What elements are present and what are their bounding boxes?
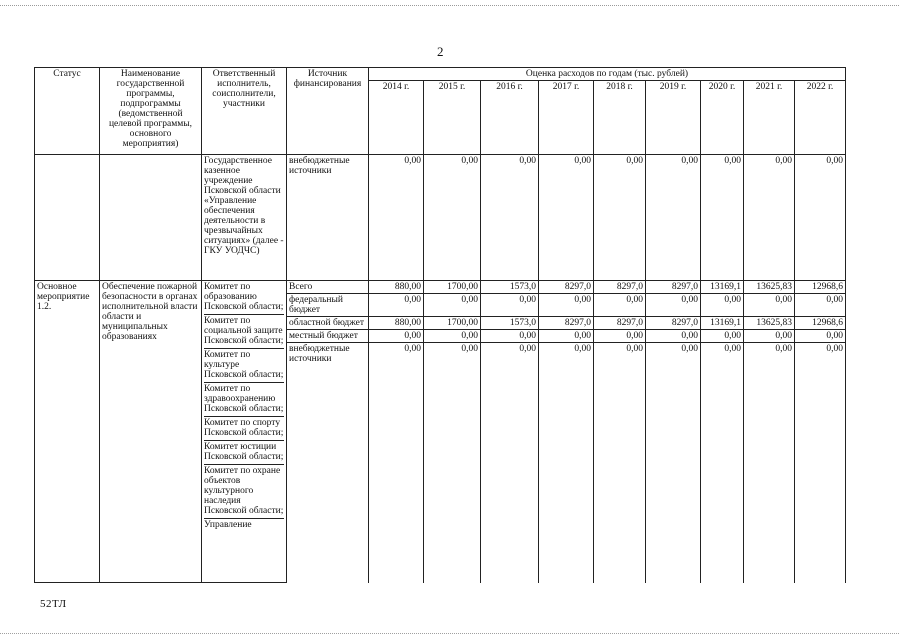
value-cell: 0,00 bbox=[369, 330, 424, 343]
executor-item: Комитет по социальной защите Псковской области; bbox=[204, 315, 284, 349]
executor-item: Комитет по здравоохранению Псковской области; bbox=[204, 383, 284, 417]
value-cell: 8297,0 bbox=[539, 281, 594, 294]
value-cell: 12968,6 bbox=[795, 317, 846, 330]
value-cell: 0,00 bbox=[424, 155, 481, 281]
header-year: 2019 г. bbox=[646, 81, 701, 155]
value-cell: 0,00 bbox=[795, 330, 846, 343]
value-cell: 0,00 bbox=[594, 294, 646, 317]
value-cell: 8297,0 bbox=[594, 317, 646, 330]
value-cell: 880,00 bbox=[369, 317, 424, 330]
value-cell: 0,00 bbox=[539, 343, 594, 583]
value-cell: 0,00 bbox=[701, 330, 744, 343]
status-cell: Основное мероприятие 1.2. bbox=[35, 281, 100, 583]
status-cell bbox=[35, 155, 100, 281]
executor-item: Комитет юстиции Псковской области; bbox=[204, 441, 284, 465]
header-status: Статус bbox=[35, 68, 100, 155]
value-cell: 13169,1 bbox=[701, 317, 744, 330]
budget-table bbox=[34, 67, 846, 583]
value-cell: 0,00 bbox=[369, 294, 424, 317]
value-cell: 0,00 bbox=[646, 343, 701, 583]
value-cell: 0,00 bbox=[744, 155, 795, 281]
value-cell: 0,00 bbox=[646, 330, 701, 343]
value-cell: 0,00 bbox=[701, 294, 744, 317]
value-cell: 1700,00 bbox=[424, 317, 481, 330]
source-cell: внебюджетные источники bbox=[287, 155, 369, 281]
header-year: 2014 г. bbox=[369, 81, 424, 155]
value-cell: 0,00 bbox=[539, 155, 594, 281]
value-cell: 0,00 bbox=[481, 343, 539, 583]
value-cell: 12968,6 bbox=[795, 281, 846, 294]
value-cell: 0,00 bbox=[594, 330, 646, 343]
executor-item: Комитет по спорту Псковской области; bbox=[204, 417, 284, 441]
value-cell: 0,00 bbox=[539, 294, 594, 317]
value-cell: 0,00 bbox=[481, 330, 539, 343]
value-cell: 8297,0 bbox=[539, 317, 594, 330]
value-cell: 0,00 bbox=[795, 155, 846, 281]
header-year: 2017 г. bbox=[539, 81, 594, 155]
value-cell: 13169,1 bbox=[701, 281, 744, 294]
source-cell: Всего bbox=[287, 281, 369, 294]
header-year: 2020 г. bbox=[701, 81, 744, 155]
value-cell: 1573,0 bbox=[481, 317, 539, 330]
header-row-1 bbox=[35, 68, 846, 81]
scan-bottom-edge bbox=[0, 633, 899, 634]
executor-item: Комитет по образованию Псковской области; bbox=[204, 281, 284, 315]
header-year: 2021 г. bbox=[744, 81, 795, 155]
executor-item: Комитет по культуре Псковской области; bbox=[204, 349, 284, 383]
value-cell: 0,00 bbox=[369, 155, 424, 281]
value-cell: 0,00 bbox=[424, 330, 481, 343]
value-cell: 0,00 bbox=[744, 330, 795, 343]
value-cell: 0,00 bbox=[424, 343, 481, 583]
header-year: 2015 г. bbox=[424, 81, 481, 155]
value-cell: 880,00 bbox=[369, 281, 424, 294]
footer-code: 52ТЛ bbox=[40, 598, 67, 610]
page-number: 2 bbox=[437, 44, 444, 59]
source-cell: федеральный бюджет bbox=[287, 294, 369, 317]
value-cell: 1573,0 bbox=[481, 281, 539, 294]
header-estimate: Оценка расходов по годам (тыс. рублей) bbox=[369, 68, 846, 81]
value-cell: 0,00 bbox=[594, 155, 646, 281]
scan-top-edge bbox=[0, 5, 899, 6]
value-cell: 0,00 bbox=[744, 343, 795, 583]
value-cell: 8297,0 bbox=[594, 281, 646, 294]
header-program-name: Наименование государственной программы, подпрограммы (ведомственной целевой программы, основного мероприятия) bbox=[100, 68, 202, 155]
value-cell: 8297,0 bbox=[646, 281, 701, 294]
table-row bbox=[35, 281, 846, 294]
value-cell: 0,00 bbox=[539, 330, 594, 343]
value-cell: 13625,83 bbox=[744, 317, 795, 330]
value-cell: 0,00 bbox=[701, 343, 744, 583]
value-cell: 0,00 bbox=[646, 155, 701, 281]
value-cell: 0,00 bbox=[594, 343, 646, 583]
header-year: 2018 г. bbox=[594, 81, 646, 155]
value-cell: 0,00 bbox=[701, 155, 744, 281]
executor-list-cell bbox=[202, 281, 287, 583]
name-cell: Обеспечение пожарной безопасности в органах исполнительной власти области и муниципальных образованиях bbox=[100, 281, 202, 583]
header-executor: Ответственный исполнитель, соисполнители, участники bbox=[202, 68, 287, 155]
table-row bbox=[35, 155, 846, 281]
value-cell: 8297,0 bbox=[646, 317, 701, 330]
value-cell: 0,00 bbox=[369, 343, 424, 583]
value-cell: 0,00 bbox=[744, 294, 795, 317]
name-cell bbox=[100, 155, 202, 281]
header-year: 2016 г. bbox=[481, 81, 539, 155]
value-cell: 0,00 bbox=[795, 343, 846, 583]
value-cell: 0,00 bbox=[481, 294, 539, 317]
value-cell: 0,00 bbox=[424, 294, 481, 317]
source-cell: внебюджетные источники bbox=[287, 343, 369, 583]
header-funding-source: Источник финансирования bbox=[287, 68, 369, 155]
value-cell: 0,00 bbox=[795, 294, 846, 317]
value-cell: 13625,83 bbox=[744, 281, 795, 294]
executor-item: Управление bbox=[204, 520, 252, 530]
source-cell: местный бюджет bbox=[287, 330, 369, 343]
value-cell: 0,00 bbox=[481, 155, 539, 281]
value-cell: 0,00 bbox=[646, 294, 701, 317]
header-year: 2022 г. bbox=[795, 81, 846, 155]
executor-item: Комитет по охране объектов культурного наследия Псковской области; bbox=[204, 465, 284, 519]
executor-cell: Государственное казенное учреждение Псковской области «Управление обеспечения деятельности в чрезвычайных ситуациях» (далее - ГКУ УОДЧС) bbox=[202, 155, 287, 281]
source-cell: областной бюджет bbox=[287, 317, 369, 330]
value-cell: 1700,00 bbox=[424, 281, 481, 294]
